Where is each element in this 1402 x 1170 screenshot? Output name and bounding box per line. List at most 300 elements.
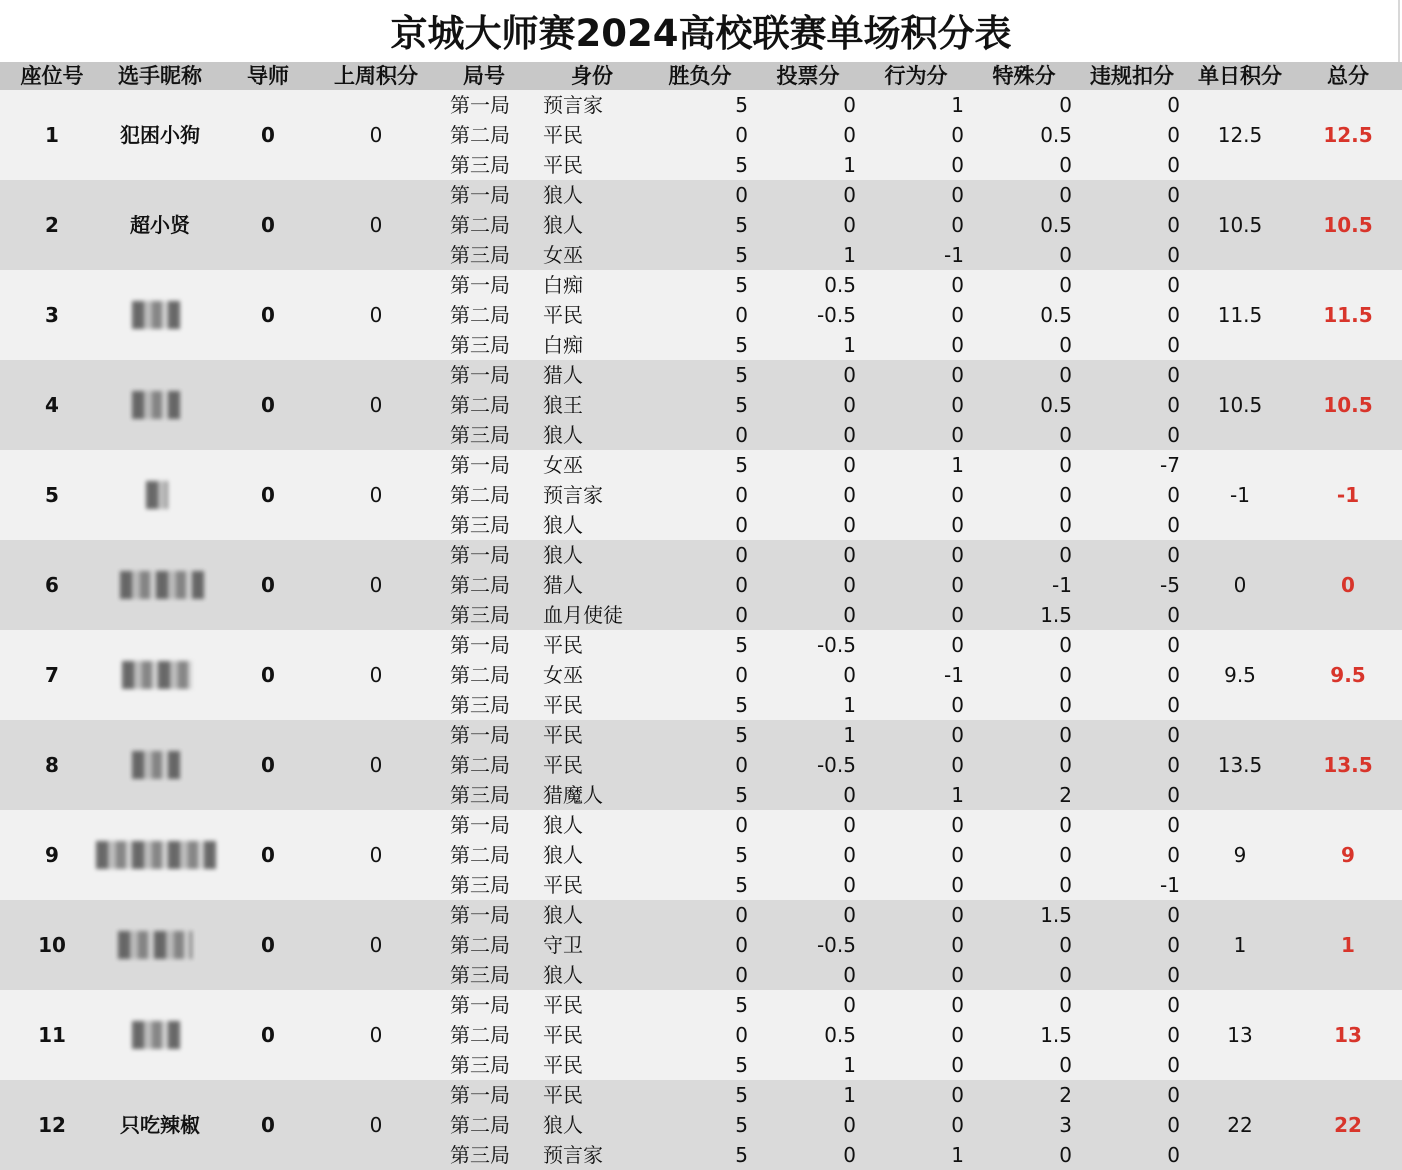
special-score: 0 [1059,753,1072,777]
special-score: 0 [1059,243,1072,267]
win-loss-score: 0 [735,423,748,447]
seat-number: 8 [45,753,59,777]
daily-score: 9 [1233,843,1247,867]
round-row [0,900,1402,930]
behavior-score: 0 [951,543,964,567]
behavior-score: 0 [951,423,964,447]
last-week-score: 0 [369,1113,383,1137]
last-week-score: 0 [369,483,383,507]
round-label: 第二局 [450,753,510,777]
header-special: 特殊分 [992,64,1056,88]
round-row [0,570,1402,600]
round-row [0,390,1402,420]
win-loss-score: 5 [735,1083,748,1107]
penalty-score: 0 [1167,393,1180,417]
total-score: 10.5 [1323,213,1373,237]
behavior-score: 0 [951,693,964,717]
win-loss-score: 5 [735,393,748,417]
win-loss-score: 0 [735,603,748,627]
vote-score: 0 [843,1113,856,1137]
win-loss-score: 5 [735,723,748,747]
vote-score: 0 [843,393,856,417]
penalty-score: 0 [1167,1083,1180,1107]
vote-score: 0 [843,423,856,447]
role: 平民 [543,153,583,177]
mentor-score: 0 [261,1113,275,1137]
round-row [0,150,1402,180]
penalty-score: 0 [1167,903,1180,927]
mentor-score: 0 [261,483,275,507]
round-label: 第一局 [450,453,510,477]
behavior-score: 0 [951,213,964,237]
seat-number: 9 [45,843,59,867]
player-group [0,900,1402,990]
penalty-score: 0 [1167,183,1180,207]
behavior-score: 0 [951,903,964,927]
round-row [0,450,1402,480]
penalty-score: 0 [1167,213,1180,237]
vote-score: -0.5 [816,633,856,657]
round-row [0,720,1402,750]
last-week-score: 0 [369,213,383,237]
round-row [0,810,1402,840]
seat-number: 11 [38,1023,66,1047]
round-label: 第二局 [450,213,510,237]
behavior-score: 1 [951,1143,964,1167]
sheet-edge [1398,0,1400,62]
round-label: 第三局 [450,873,510,897]
vote-score: -0.5 [816,753,856,777]
behavior-score: 0 [951,1083,964,1107]
penalty-score: 0 [1167,783,1180,807]
penalty-score: 0 [1167,633,1180,657]
round-label: 第二局 [450,1113,510,1137]
win-loss-score: 0 [735,303,748,327]
penalty-score: 0 [1167,1053,1180,1077]
penalty-score: 0 [1167,603,1180,627]
vote-score: 0 [843,363,856,387]
behavior-score: 0 [951,273,964,297]
win-loss-score: 5 [735,333,748,357]
round-label: 第三局 [450,513,510,537]
penalty-score: 0 [1167,1143,1180,1167]
round-label: 第一局 [450,273,510,297]
daily-score: 11.5 [1217,303,1263,327]
role: 平民 [543,303,583,327]
mentor-score: 0 [261,663,275,687]
round-row [0,420,1402,450]
round-row [0,330,1402,360]
behavior-score: 0 [951,183,964,207]
player-nickname: 超小贤 [130,213,190,237]
behavior-score: 0 [951,573,964,597]
behavior-score: 1 [951,93,964,117]
round-row [0,780,1402,810]
round-row [0,240,1402,270]
role: 狼王 [543,393,583,417]
win-loss-score: 5 [735,453,748,477]
special-score: -1 [1052,573,1072,597]
mentor-score: 0 [261,393,275,417]
mentor-score: 0 [261,933,275,957]
round-row [0,1050,1402,1080]
round-label: 第三局 [450,783,510,807]
role: 白痴 [543,333,583,357]
win-loss-score: 5 [735,1143,748,1167]
behavior-score: 0 [951,933,964,957]
behavior-score: 0 [951,873,964,897]
round-label: 第三局 [450,1143,510,1167]
mentor-score: 0 [261,303,275,327]
round-row [0,270,1402,300]
last-week-score: 0 [369,933,383,957]
mentor-score: 0 [261,123,275,147]
win-loss-score: 5 [735,783,748,807]
role: 平民 [543,693,583,717]
seat-number: 3 [45,303,59,327]
penalty-score: 0 [1167,843,1180,867]
special-score: 0 [1059,813,1072,837]
penalty-score: 0 [1167,663,1180,687]
vote-score: 0 [843,1143,856,1167]
daily-score: 12.5 [1217,123,1263,147]
special-score: 0 [1059,693,1072,717]
role: 狼人 [543,963,583,987]
vote-score: 0 [843,93,856,117]
behavior-score: 0 [951,333,964,357]
role: 猎魔人 [543,783,603,807]
round-label: 第二局 [450,393,510,417]
daily-score: 10.5 [1217,393,1263,417]
win-loss-score: 5 [735,1113,748,1137]
behavior-score: 0 [951,603,964,627]
special-score: 1.5 [1040,903,1072,927]
round-label: 第一局 [450,903,510,927]
round-label: 第一局 [450,183,510,207]
behavior-score: 0 [951,1113,964,1137]
special-score: 0 [1059,453,1072,477]
special-score: 1.5 [1040,1023,1072,1047]
header-last-week: 上周积分 [334,64,418,88]
player-group [0,360,1402,450]
special-score: 0 [1059,153,1072,177]
special-score: 0 [1059,273,1072,297]
round-row [0,360,1402,390]
win-loss-score: 0 [735,753,748,777]
role: 女巫 [543,243,583,267]
round-row [0,1110,1402,1140]
round-row [0,870,1402,900]
round-row [0,1020,1402,1050]
penalty-score: 0 [1167,423,1180,447]
round-label: 第三局 [450,333,510,357]
vote-score: 1 [843,1053,856,1077]
penalty-score: 0 [1167,723,1180,747]
special-score: 0.5 [1040,393,1072,417]
special-score: 0 [1059,933,1072,957]
vote-score: 0 [843,663,856,687]
round-row [0,480,1402,510]
round-label: 第二局 [450,123,510,147]
table-header [0,62,1402,90]
round-row [0,300,1402,330]
mentor-score: 0 [261,753,275,777]
round-row [0,600,1402,630]
win-loss-score: 5 [735,633,748,657]
role: 平民 [543,633,583,657]
total-score: 11.5 [1323,303,1373,327]
header-round: 局号 [463,64,505,88]
penalty-score: 0 [1167,333,1180,357]
seat-number: 7 [45,663,59,687]
round-row [0,660,1402,690]
round-label: 第三局 [450,423,510,447]
behavior-score: 0 [951,843,964,867]
special-score: 0 [1059,513,1072,537]
win-loss-score: 5 [735,243,748,267]
win-loss-score: 0 [735,573,748,597]
special-score: 0 [1059,423,1072,447]
penalty-score: 0 [1167,243,1180,267]
special-score: 0 [1059,1143,1072,1167]
penalty-score: 0 [1167,963,1180,987]
role: 平民 [543,123,583,147]
special-score: 0 [1059,843,1072,867]
penalty-score: -1 [1160,873,1180,897]
win-loss-score: 0 [735,933,748,957]
player-group [0,270,1402,360]
vote-score: 0 [843,183,856,207]
behavior-score: 0 [951,303,964,327]
win-loss-score: 5 [735,693,748,717]
vote-score: 1 [843,243,856,267]
vote-score: 1 [843,693,856,717]
role: 狼人 [543,543,583,567]
penalty-score: 0 [1167,303,1180,327]
vote-score: 1 [843,1083,856,1107]
win-loss-score: 5 [735,1053,748,1077]
behavior-score: -1 [944,663,964,687]
total-score: 0 [1341,573,1355,597]
vote-score: 0 [843,213,856,237]
role: 预言家 [543,1143,603,1167]
header-win-loss: 胜负分 [668,64,732,88]
page-title: 京城大师赛2024高校联赛单场积分表 [390,12,1012,55]
player-group [0,450,1402,540]
win-loss-score: 5 [735,93,748,117]
penalty-score: 0 [1167,693,1180,717]
role: 预言家 [543,483,603,507]
daily-score: 22 [1227,1113,1253,1137]
vote-score: 0 [843,123,856,147]
role: 平民 [543,1053,583,1077]
seat-number: 2 [45,213,59,237]
behavior-score: 0 [951,363,964,387]
vote-score: 0 [843,513,856,537]
penalty-score: 0 [1167,933,1180,957]
player-group [0,990,1402,1080]
win-loss-score: 5 [735,153,748,177]
player-group [0,810,1402,900]
round-row [0,90,1402,120]
round-label: 第二局 [450,303,510,327]
special-score: 0.5 [1040,213,1072,237]
last-week-score: 0 [369,303,383,327]
special-score: 0 [1059,483,1072,507]
special-score: 0 [1059,1053,1072,1077]
penalty-score: 0 [1167,273,1180,297]
role: 狼人 [543,213,583,237]
special-score: 0 [1059,873,1072,897]
header-daily: 单日积分 [1198,64,1282,88]
behavior-score: 0 [951,753,964,777]
total-score: 13 [1334,1023,1362,1047]
round-label: 第二局 [450,573,510,597]
role: 女巫 [543,663,583,687]
seat-number: 5 [45,483,59,507]
special-score: 0 [1059,333,1072,357]
mentor-score: 0 [261,573,275,597]
behavior-score: 0 [951,813,964,837]
special-score: 2 [1059,1083,1072,1107]
special-score: 0 [1059,363,1072,387]
round-row [0,630,1402,660]
special-score: 0.5 [1040,303,1072,327]
win-loss-score: 0 [735,903,748,927]
special-score: 2 [1059,783,1072,807]
vote-score: 0 [843,993,856,1017]
round-label: 第三局 [450,603,510,627]
round-label: 第三局 [450,693,510,717]
seat-number: 1 [45,123,59,147]
win-loss-score: 0 [735,513,748,537]
role: 平民 [543,1023,583,1047]
round-label: 第三局 [450,963,510,987]
penalty-score: 0 [1167,993,1180,1017]
round-label: 第二局 [450,663,510,687]
win-loss-score: 0 [735,183,748,207]
penalty-score: -5 [1160,573,1180,597]
seat-number: 6 [45,573,59,597]
penalty-score: -7 [1160,453,1180,477]
round-label: 第二局 [450,1023,510,1047]
total-score: 10.5 [1323,393,1373,417]
total-score: 12.5 [1323,123,1373,147]
behavior-score: 0 [951,153,964,177]
role: 平民 [543,753,583,777]
special-score: 3 [1059,1113,1072,1137]
vote-score: -0.5 [816,933,856,957]
player-group [0,540,1402,630]
header-nickname: 选手昵称 [118,64,202,88]
special-score: 0 [1059,723,1072,747]
last-week-score: 0 [369,753,383,777]
penalty-score: 0 [1167,123,1180,147]
mentor-score: 0 [261,843,275,867]
round-label: 第一局 [450,1083,510,1107]
last-week-score: 0 [369,393,383,417]
win-loss-score: 0 [735,483,748,507]
behavior-score: 0 [951,123,964,147]
mentor-score: 0 [261,213,275,237]
last-week-score: 0 [369,843,383,867]
role: 平民 [543,873,583,897]
behavior-score: 1 [951,453,964,477]
round-row [0,120,1402,150]
role: 狼人 [543,423,583,447]
round-label: 第二局 [450,483,510,507]
header-vote: 投票分 [776,64,840,88]
round-row [0,930,1402,960]
role: 狼人 [543,1113,583,1137]
total-score: 9 [1341,843,1355,867]
player-group [0,720,1402,810]
win-loss-score: 0 [735,963,748,987]
daily-score: 9.5 [1224,663,1256,687]
round-row [0,210,1402,240]
round-row [0,990,1402,1020]
win-loss-score: 5 [735,213,748,237]
round-row [0,690,1402,720]
special-score: 0 [1059,963,1072,987]
round-row [0,180,1402,210]
behavior-score: 0 [951,393,964,417]
daily-score: -1 [1230,483,1250,507]
special-score: 0 [1059,633,1072,657]
role: 猎人 [543,573,583,597]
vote-score: 1 [843,723,856,747]
role: 狼人 [543,513,583,537]
player-group [0,1080,1402,1170]
win-loss-score: 5 [735,993,748,1017]
role: 狼人 [543,903,583,927]
vote-score: -0.5 [816,303,856,327]
win-loss-score: 0 [735,123,748,147]
round-label: 第二局 [450,843,510,867]
vote-score: 0 [843,483,856,507]
last-week-score: 0 [369,123,383,147]
vote-score: 0 [843,783,856,807]
behavior-score: -1 [944,243,964,267]
round-row [0,750,1402,780]
seat-number: 12 [38,1113,66,1137]
round-row [0,960,1402,990]
round-label: 第三局 [450,1053,510,1077]
penalty-score: 0 [1167,1113,1180,1137]
last-week-score: 0 [369,1023,383,1047]
vote-score: 1 [843,153,856,177]
round-row [0,540,1402,570]
role: 预言家 [543,93,603,117]
player-nickname: 只吃辣椒 [120,1113,200,1137]
mentor-score: 0 [261,1023,275,1047]
round-label: 第一局 [450,93,510,117]
vote-score: 0 [843,603,856,627]
special-score: 0 [1059,663,1072,687]
player-group [0,630,1402,720]
win-loss-score: 5 [735,273,748,297]
header-role: 身份 [571,64,613,88]
special-score: 0 [1059,543,1072,567]
player-nickname: 犯困小狗 [120,123,200,147]
behavior-score: 0 [951,483,964,507]
header-behavior: 行为分 [884,64,948,88]
vote-score: 0 [843,543,856,567]
role: 血月使徒 [543,603,623,627]
round-row [0,1140,1402,1170]
round-row [0,510,1402,540]
win-loss-score: 0 [735,663,748,687]
